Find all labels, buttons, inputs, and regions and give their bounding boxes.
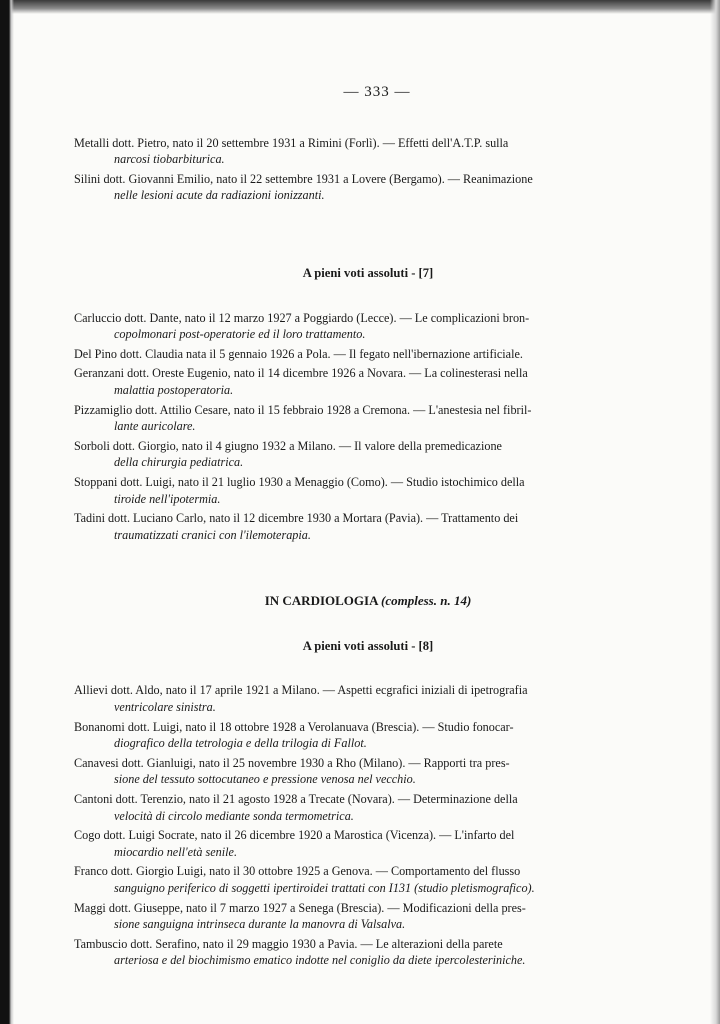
- entry-line: Canavesi dott. Gianluigi, nato il 25 novembre 1930 a Rho (Milano). — Rapporti tra pres-: [74, 755, 510, 770]
- entry-continuation: tiroide nell'ipotermia.: [114, 491, 221, 506]
- list-item: [74, 310, 622, 343]
- entry-line: Pizzamiglio dott. Attilio Cesare, nato il 15 febbraio 1928 a Cremona. — L'anestesia nel fibril-: [74, 402, 532, 417]
- entry-continuation: malattia postoperatoria.: [114, 382, 234, 397]
- heading-cardiologia-text: IN CARDIOLOGIA: [264, 593, 378, 609]
- list-item: [74, 510, 622, 543]
- entry-line: Geranzani dott. Oreste Eugenio, nato il 14 dicembre 1926 a Novara. — La colinesterasi nella: [74, 366, 528, 381]
- entry-continuation: sione sanguigna intrinseca durante la manovra di Valsalva.: [114, 917, 406, 932]
- entry-line: Sorboli dott. Giorgio, nato il 4 giugno 1932 a Milano. — Il valore della premedicazione: [74, 438, 502, 453]
- list-item: [74, 346, 622, 363]
- entry-line: Maggi dott. Giuseppe, nato il 7 marzo 1927 a Senega (Brescia). — Modificazioni della pres-: [74, 900, 526, 915]
- list-item: [74, 438, 622, 471]
- entry-line: Tadini dott. Luciano Carlo, nato il 12 dicembre 1930 a Mortara (Pavia). — Trattamento dei: [74, 511, 519, 526]
- section-heading-voti-8: A pieni voti assoluti - [8]: [302, 638, 434, 653]
- list-item: [74, 719, 622, 752]
- entry-continuation: traumatizzati cranici con l'ilemoterapia.: [114, 527, 311, 542]
- section-heading-voti-7: A pieni voti assoluti - [7]: [302, 265, 434, 280]
- list-item: [74, 791, 622, 824]
- list-item: [74, 365, 622, 398]
- list-item: [74, 474, 622, 507]
- entry-line: Cantoni dott. Terenzio, nato il 21 agosto 1928 a Trecate (Novara). — Determinazione della: [74, 792, 518, 807]
- list-item: [74, 682, 622, 715]
- page-number: — 333 —: [343, 84, 411, 100]
- list-item: [74, 827, 622, 860]
- entry-continuation: diografico della tetrologia e della trilogia di Fallot.: [114, 736, 367, 751]
- entry-continuation: lante auricolare.: [114, 419, 196, 434]
- entry-continuation: velocità di circolo mediante sonda termometrica.: [114, 808, 354, 823]
- entry-continuation: della chirurgia pediatrica.: [114, 455, 244, 470]
- entry-continuation: arteriosa e del biochimismo ematico indotte nel coniglio da diete ipercolesteriniche.: [114, 953, 526, 968]
- entry-line: Carluccio dott. Dante, nato il 12 marzo 1927 a Poggiardo (Lecce). — Le complicazioni bron-: [74, 310, 530, 325]
- list-item: [74, 863, 622, 896]
- section2-list: [74, 310, 622, 544]
- entry-line: Bonanomi dott. Luigi, nato il 18 ottobre 1928 a Verolanuava (Brescia). — Studio fonocar-: [74, 719, 514, 734]
- list-item: [74, 135, 622, 168]
- entry-line: Tambuscio dott. Serafino, nato il 29 maggio 1930 a Pavia. — Le alterazioni della parete: [74, 936, 503, 951]
- list-item: [74, 900, 622, 933]
- heading-cardiologia-count: (compless. n. 14): [381, 593, 472, 609]
- scan-left-edge: [0, 0, 14, 1024]
- list-item: [74, 402, 622, 435]
- entry-line: Cogo dott. Luigi Socrate, nato il 26 dicembre 1920 a Marostica (Vicenza). — L'infarto del: [74, 828, 515, 843]
- entry-line: Metalli dott. Pietro, nato il 20 settembre 1931 a Rimini (Forlì). — Effetti dell'A.T.P. sulla: [74, 135, 509, 150]
- scan-top-edge: [0, 0, 720, 14]
- section1-list: [74, 135, 622, 204]
- entry-line: Silini dott. Giovanni Emilio, nato il 22 settembre 1931 a Lovere (Bergamo). — Reanimazione: [74, 171, 533, 186]
- entry-line: Allievi dott. Aldo, nato il 17 aprile 1921 a Milano. — Aspetti ecgrafici iniziali di ipetrografia: [74, 683, 528, 698]
- scan-right-edge: [710, 0, 720, 1024]
- list-item: [74, 936, 622, 969]
- page-content: [74, 84, 622, 972]
- entry-continuation: sione del tessuto sottocutaneo e pressione venosa nel vecchio.: [114, 772, 416, 787]
- list-item: [74, 171, 622, 204]
- entry-continuation: miocardio nell'età senile.: [114, 844, 237, 859]
- entry-continuation: nelle lesioni acute da radiazioni ionizzanti.: [114, 188, 325, 203]
- entry-continuation: ventricolare sinistra.: [114, 700, 216, 715]
- entry-continuation: narcosi tiobarbiturica.: [114, 152, 225, 167]
- section3-list: [74, 682, 622, 969]
- section-heading-cardiologia: [114, 593, 622, 610]
- entry-continuation: sanguigno periferico di soggetti ipertiroidei trattati con I131 (studio pletismografico).: [114, 881, 535, 895]
- entry-line: Franco dott. Giorgio Luigi, nato il 30 ottobre 1925 a Genova. — Comportamento del flusso: [74, 864, 521, 879]
- entry-line: Del Pino dott. Claudia nata il 5 gennaio 1926 a Pola. — Il fegato nell'ibernazione artificiale.: [74, 346, 523, 361]
- entry-line: Stoppani dott. Luigi, nato il 21 luglio 1930 a Menaggio (Como). — Studio istochimico della: [74, 474, 525, 489]
- list-item: [74, 755, 622, 788]
- entry-continuation: copolmonari post-operatorie ed il loro trattamento.: [114, 327, 366, 342]
